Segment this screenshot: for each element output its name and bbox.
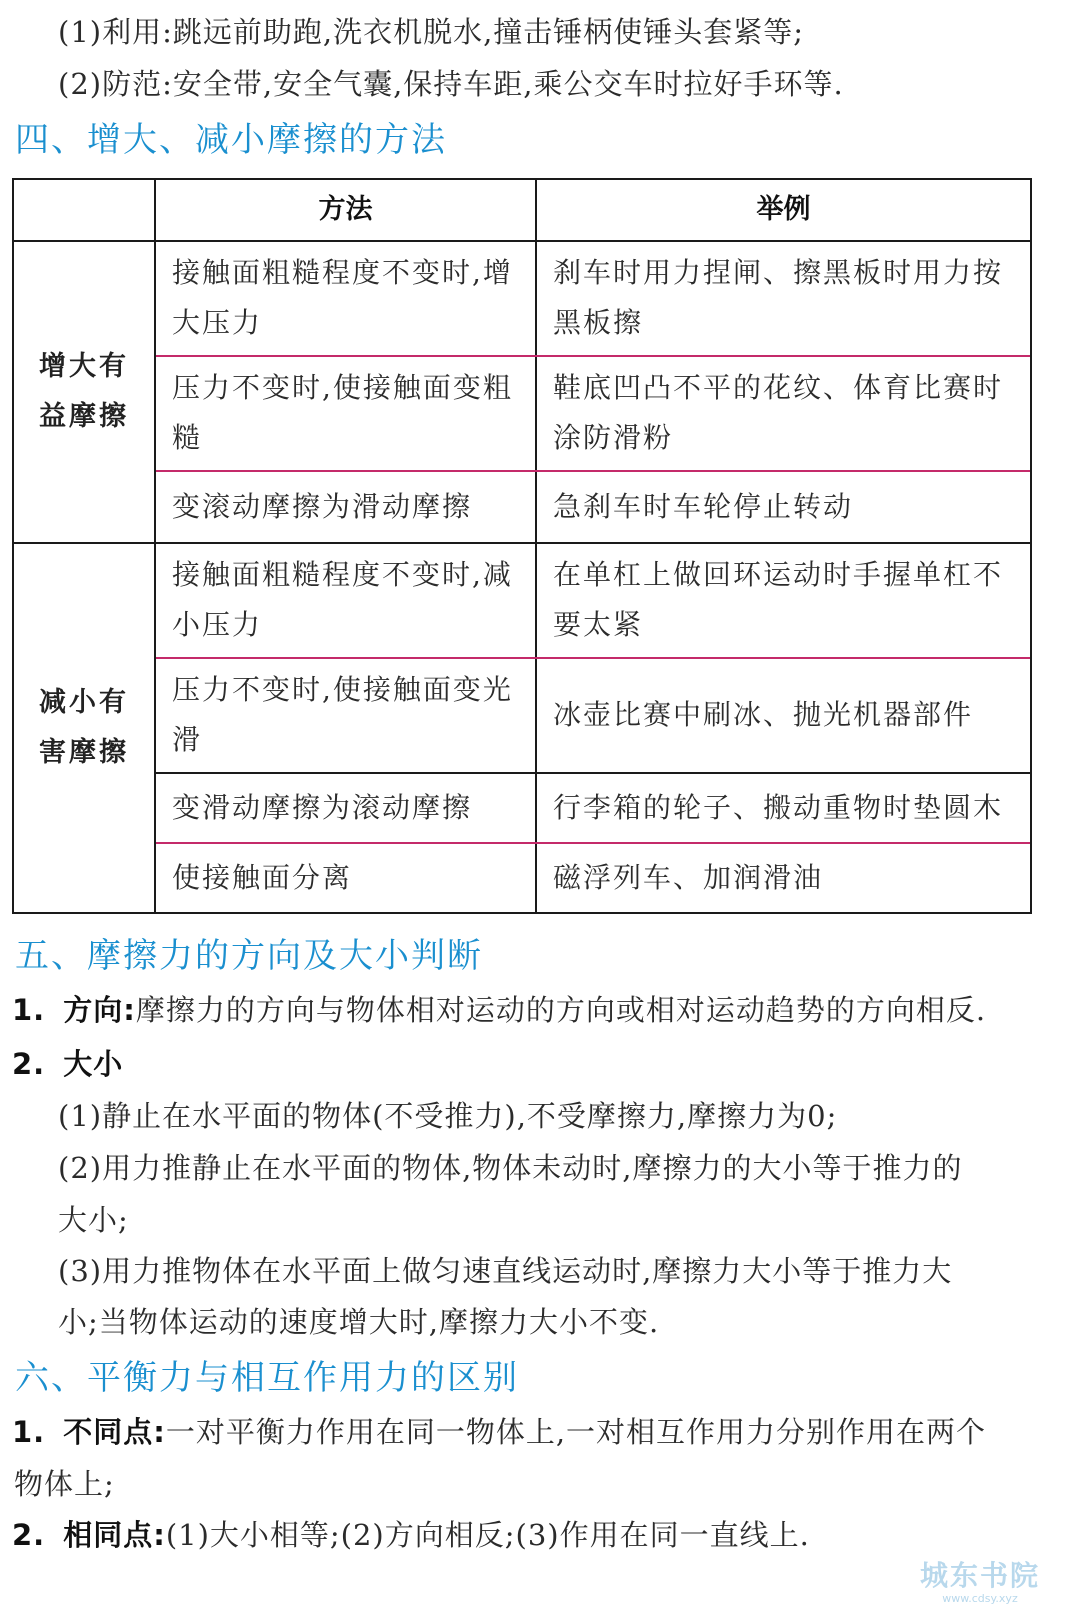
item-label: 大小 [63,1047,124,1081]
table-row-rule [156,470,1030,472]
group-decrease-label-line2: 害摩擦 [39,737,129,768]
table-row-rule [156,772,1030,774]
table-group-rule [14,542,1030,544]
friction-methods-table [12,178,1032,914]
item-text: 一对平衡力作用在同一物体上,一对相互作用力分别作用在两个 [165,1415,987,1449]
example-cell: 行李箱的轮子、搬动重物时垫圆木 [553,791,1004,824]
table-row-rule [156,355,1030,357]
watermark-name: 城东书院 [919,1559,1040,1592]
group-increase-label [14,342,154,442]
section-6-title: 六、平衡力与相互作用力的区别 [15,1358,519,1398]
table-vline-1 [154,180,156,912]
size-item [12,1044,123,1084]
group-increase-label-line1: 增大有 [39,351,129,382]
method-cell: 压力不变时,使接触面变光滑 [172,673,513,756]
size-sub-3: (3)用力推物体在水平面上做匀速直线运动时,摩擦力大小等于推力大 [58,1254,953,1288]
method-cell: 压力不变时,使接触面变粗糙 [172,371,513,454]
item-number: 1. [12,1415,46,1449]
method-cell: 变滑动摩擦为滚动摩擦 [172,791,473,824]
item-number: 2. [12,1518,46,1552]
similarity-item [12,1515,810,1555]
size-sub-3-cont: 小;当物体运动的速度增大时,摩擦力大小不变. [58,1305,660,1339]
table-row-rule [156,657,1030,659]
item-label: 相同点: [63,1518,166,1552]
item-text: 摩擦力的方向与物体相对运动的方向或相对运动趋势的方向相反. [135,993,987,1027]
group-increase-label-line2: 益摩擦 [39,401,129,432]
example-cell: 冰壶比赛中刷冰、抛光机器部件 [553,698,974,731]
method-cell: 使接触面分离 [172,861,353,894]
example-cell: 急刹车时车轮停止转动 [553,490,854,523]
intro-line-2: (2)防范:安全带,安全气囊,保持车距,乘公交车时拉好手环等. [58,67,844,101]
example-cell: 磁浮列车、加润滑油 [553,861,824,894]
group-decrease-label-line1: 减小有 [39,687,129,718]
direction-item [12,990,986,1030]
method-cell: 接触面粗糙程度不变时,增大压力 [172,256,513,339]
difference-item-cont: 物体上; [14,1467,115,1501]
item-text: (1)大小相等;(2)方向相反;(3)作用在同一直线上. [165,1518,810,1552]
item-number: 1. [12,993,46,1027]
difference-item [12,1412,986,1452]
watermark-url: www.cdsy.xyz [942,1592,1018,1605]
item-number: 2. [12,1047,46,1081]
item-label: 不同点: [63,1415,166,1449]
section-4-title: 四、增大、减小摩擦的方法 [15,120,447,160]
group-decrease-label [14,678,154,778]
table-vline-2 [535,180,537,912]
item-label: 方向: [63,993,136,1027]
example-cell: 在单杠上做回环运动时手握单杠不要太紧 [553,558,1004,641]
header-example: 举例 [756,194,811,225]
table-row-rule [156,842,1030,844]
size-sub-2-cont: 大小; [58,1203,129,1237]
method-cell: 接触面粗糙程度不变时,减小压力 [172,558,513,641]
table-header-rule [14,240,1030,242]
method-cell: 变滚动摩擦为滑动摩擦 [172,490,473,523]
size-sub-1: (1)静止在水平面的物体(不受推力),不受摩擦力,摩擦力为0; [58,1099,838,1133]
section-5-title: 五、摩擦力的方向及大小判断 [15,936,483,976]
header-method: 方法 [318,194,373,225]
example-cell: 刹车时用力捏闸、擦黑板时用力按黑板擦 [553,256,1004,339]
watermark [920,1554,1040,1605]
size-sub-2: (2)用力推静止在水平面的物体,物体未动时,摩擦力的大小等于推力的 [58,1151,963,1185]
example-cell: 鞋底凹凸不平的花纹、体育比赛时涂防滑粉 [553,371,1004,454]
intro-line-1: (1)利用:跳远前助跑,洗衣机脱水,撞击锤柄使锤头套紧等; [58,15,805,49]
